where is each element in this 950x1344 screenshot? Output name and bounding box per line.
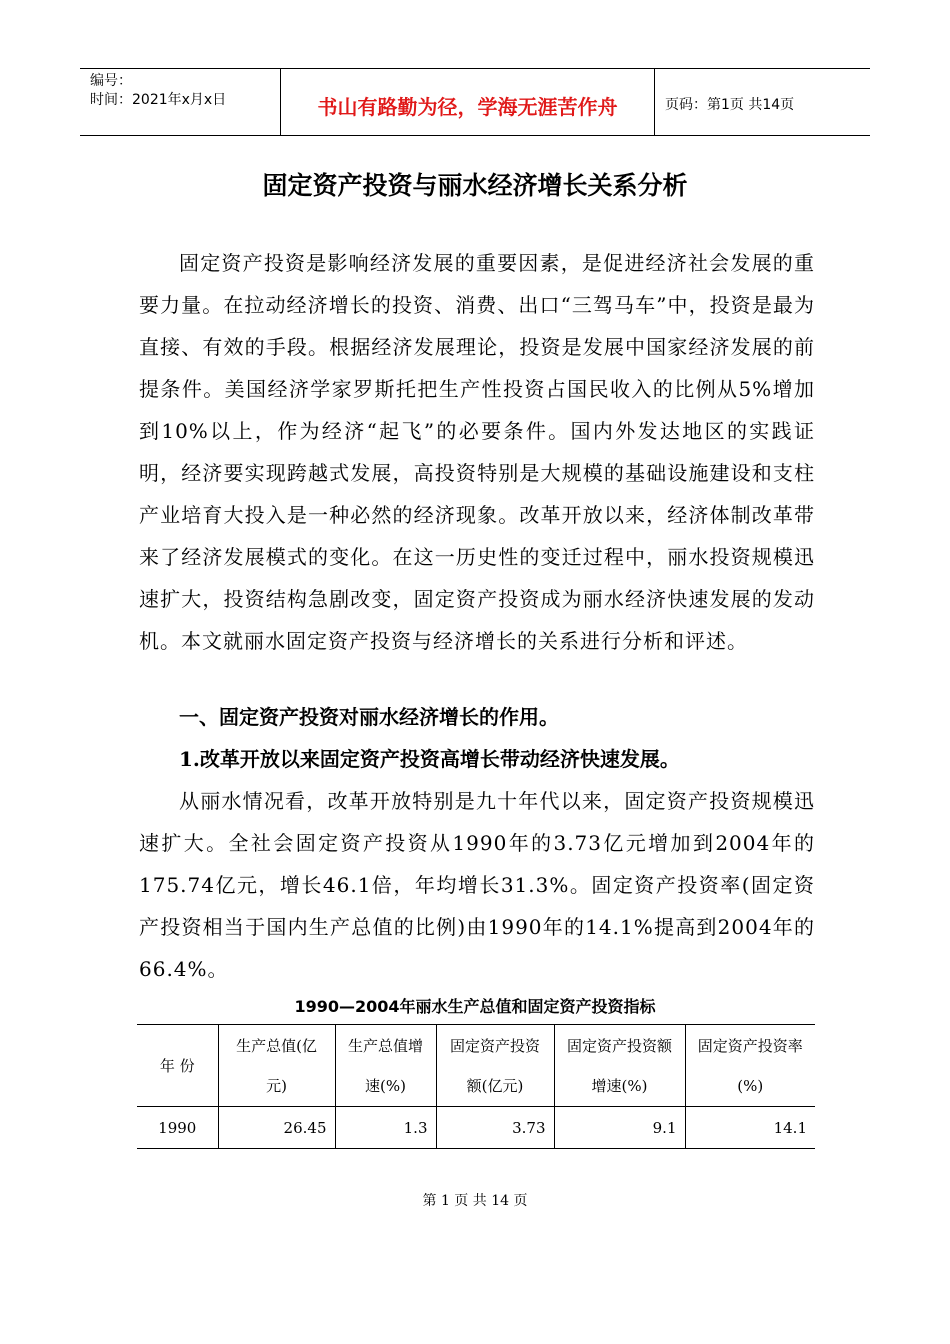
cell-year: 1990 (137, 1107, 218, 1149)
intro-paragraph: 固定资产投资是影响经济发展的重要因素，是促进经济社会发展的重要力量。在拉动经济增长的投资、消费、出口“三驾马车”中，投资是最为直接、有效的手段。根据经济发展理论，投资是发展中国家经济发展的前提条件。美国经济学家罗斯托把生产性投资占国民收入的比例从5%增加到10%以上，作为经济“起飞”的必要条件。国内外发达地区的实践证明，经济要实现跨越式发展，高投资特别是大规模的基础设施建设和支柱产业培育大投入是一种必然的经济现象。改革开放以来，经济体制改革带来了经济发展模式的变化。在这一历史性的变迁过程中，丽水投资规模迅速扩大，投资结构急剧改变，固定资产投资成为丽水经济快速发展的发动机。本文就丽水固定资产投资与经济增长的关系进行分析和评述。 (139, 251, 815, 653)
column-header-gdp-growth: 生产总值增速(%) (335, 1025, 436, 1107)
column-header-investment-rate: 固定资产投资率(%) (685, 1025, 815, 1107)
document-title: 固定资产投资与丽水经济增长关系分析 (262, 171, 688, 200)
section-heading: 一、固定资产投资对丽水经济增长的作用。 (179, 705, 559, 729)
page-header (80, 68, 870, 136)
table-title: 1990—2004年丽水生产总值和固定资产投资指标 (294, 997, 656, 1016)
page-footer: 第 1 页 共 14 页 (422, 1193, 528, 1209)
indicator-table (137, 1024, 815, 1149)
document-number-label: 编号： (90, 73, 132, 89)
cell-investment-rate: 14.1 (685, 1107, 815, 1149)
column-header-investment-growth: 固定资产投资额增速(%) (554, 1025, 685, 1107)
header-motto: 书山有路勤为径，学海无涯苦作舟 (281, 69, 655, 135)
column-header-investment: 固定资产投资额(亿元) (436, 1025, 554, 1107)
column-header-gdp: 生产总值(亿元) (218, 1025, 335, 1107)
subsection-heading: 1.改革开放以来固定资产投资高增长带动经济快速发展。 (179, 747, 680, 771)
column-header-year: 年 份 (137, 1025, 218, 1107)
cell-gdp: 26.45 (218, 1107, 335, 1149)
cell-gdp-growth: 1.3 (335, 1107, 436, 1149)
body-paragraph: 从丽水情况看，改革开放特别是九十年代以来，固定资产投资规模迅速扩大。全社会固定资产投资从1990年的3.73亿元增加到2004年的175.74亿元，增长46.1倍，年均增长31.3%。固定资产投资率(固定资产投资相当于国内生产总值的比例)由1990年的14.1%提高到2004年的66.4%。 (139, 789, 815, 981)
document-date-label: 时间：2021年x月x日 (90, 92, 227, 108)
header-page-info: 页码：第1页 共14页 (665, 97, 795, 113)
cell-investment: 3.73 (436, 1107, 554, 1149)
table-row (137, 1107, 815, 1149)
table-header-row (137, 1025, 815, 1107)
header-meta (80, 69, 281, 135)
cell-investment-growth: 9.1 (554, 1107, 685, 1149)
